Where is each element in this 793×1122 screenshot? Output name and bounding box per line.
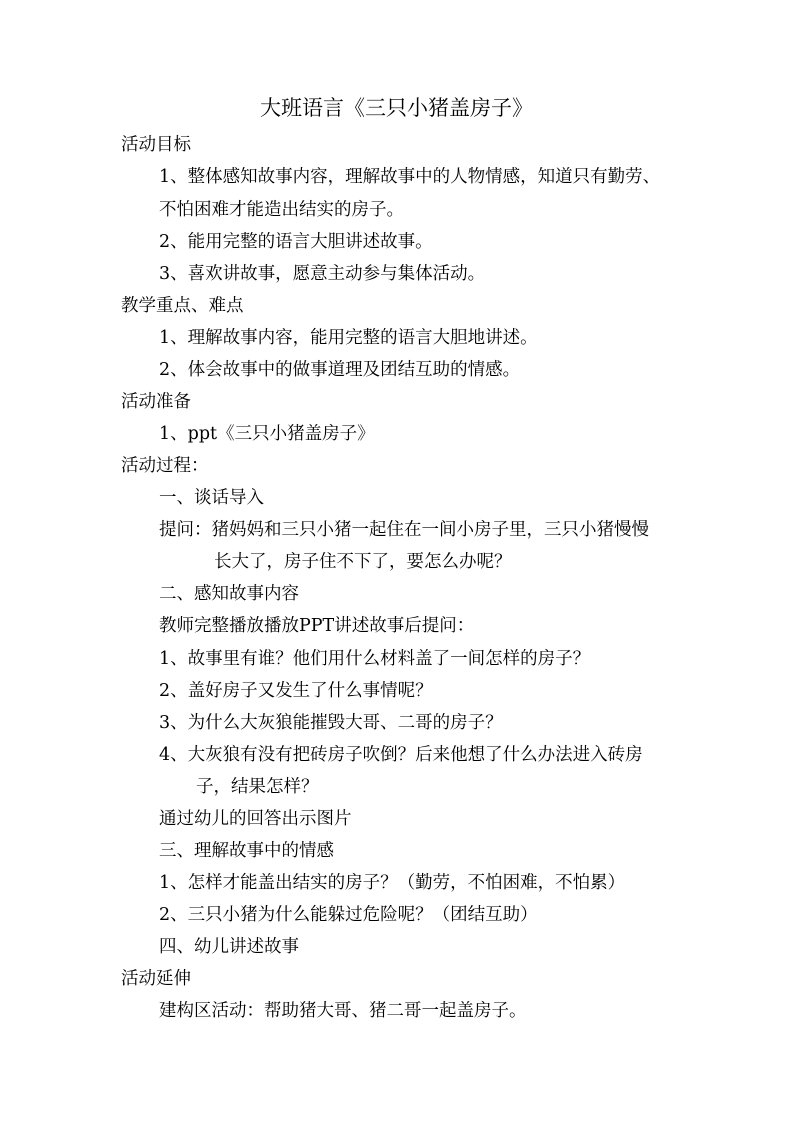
goal-item: 不怕困难才能造出结实的房子。 [159,200,404,220]
section-heading-process: 活动过程： [121,456,209,476]
process-line: 通过幼儿的回答出示图片 [159,809,352,829]
process-line: 2、三只小猪为什么能躲过危险呢？（团结互助） [159,905,538,925]
extension-item: 建构区活动：帮助猪大哥、猪二哥一起盖房子。 [159,1001,527,1021]
section-heading-key-points: 教学重点、难点 [121,296,244,316]
key-point-item: 2、体会故事中的做事道理及团结互助的情感。 [159,360,521,380]
preparation-item: 1、ppt《三只小猪盖房子》 [159,424,375,444]
process-line: 二、感知故事内容 [159,584,299,604]
goal-item: 1、整体感知故事内容，理解故事中的人物情感，知道只有勤劳、 [159,167,661,187]
section-heading-extension: 活动延伸 [121,969,191,989]
process-line: 教师完整播放播放PPT讲述故事后提问： [159,616,475,636]
process-line: 1、怎样才能盖出结实的房子？（勤劳，不怕困难，不怕累） [159,873,626,893]
process-line: 子，结果怎样？ [196,777,319,797]
key-point-item: 1、理解故事内容，能用完整的语言大胆地讲述。 [159,328,538,348]
process-line: 4、大灰狼有没有把砖房子吹倒？后来他想了什么办法进入砖房 [159,745,643,765]
goal-item: 3、喜欢讲故事，愿意主动参与集体活动。 [159,264,486,284]
process-line: 四、幼儿讲述故事 [159,937,299,957]
process-line: 提问：猪妈妈和三只小猪一起住在一间小房子里，三只小猪慢慢 [159,520,649,540]
process-line: 3、为什么大灰狼能摧毁大哥、二哥的房子？ [159,713,503,733]
process-line: 长大了，房子住不下了，要怎么办呢？ [214,552,512,572]
process-line: 1、故事里有谁？他们用什么材料盖了一间怎样的房子？ [159,649,591,669]
goal-item: 2、能用完整的语言大胆讲述故事。 [159,232,433,252]
section-heading-goals: 活动目标 [121,135,191,155]
document-title: 大班语言《三只小猪盖房子》 [260,96,533,120]
process-line: 三、理解故事中的情感 [159,841,334,861]
process-line: 一、谈话导入 [159,488,264,508]
section-heading-preparation: 活动准备 [121,392,191,412]
process-line: 2、盖好房子又发生了什么事情呢？ [159,681,433,701]
